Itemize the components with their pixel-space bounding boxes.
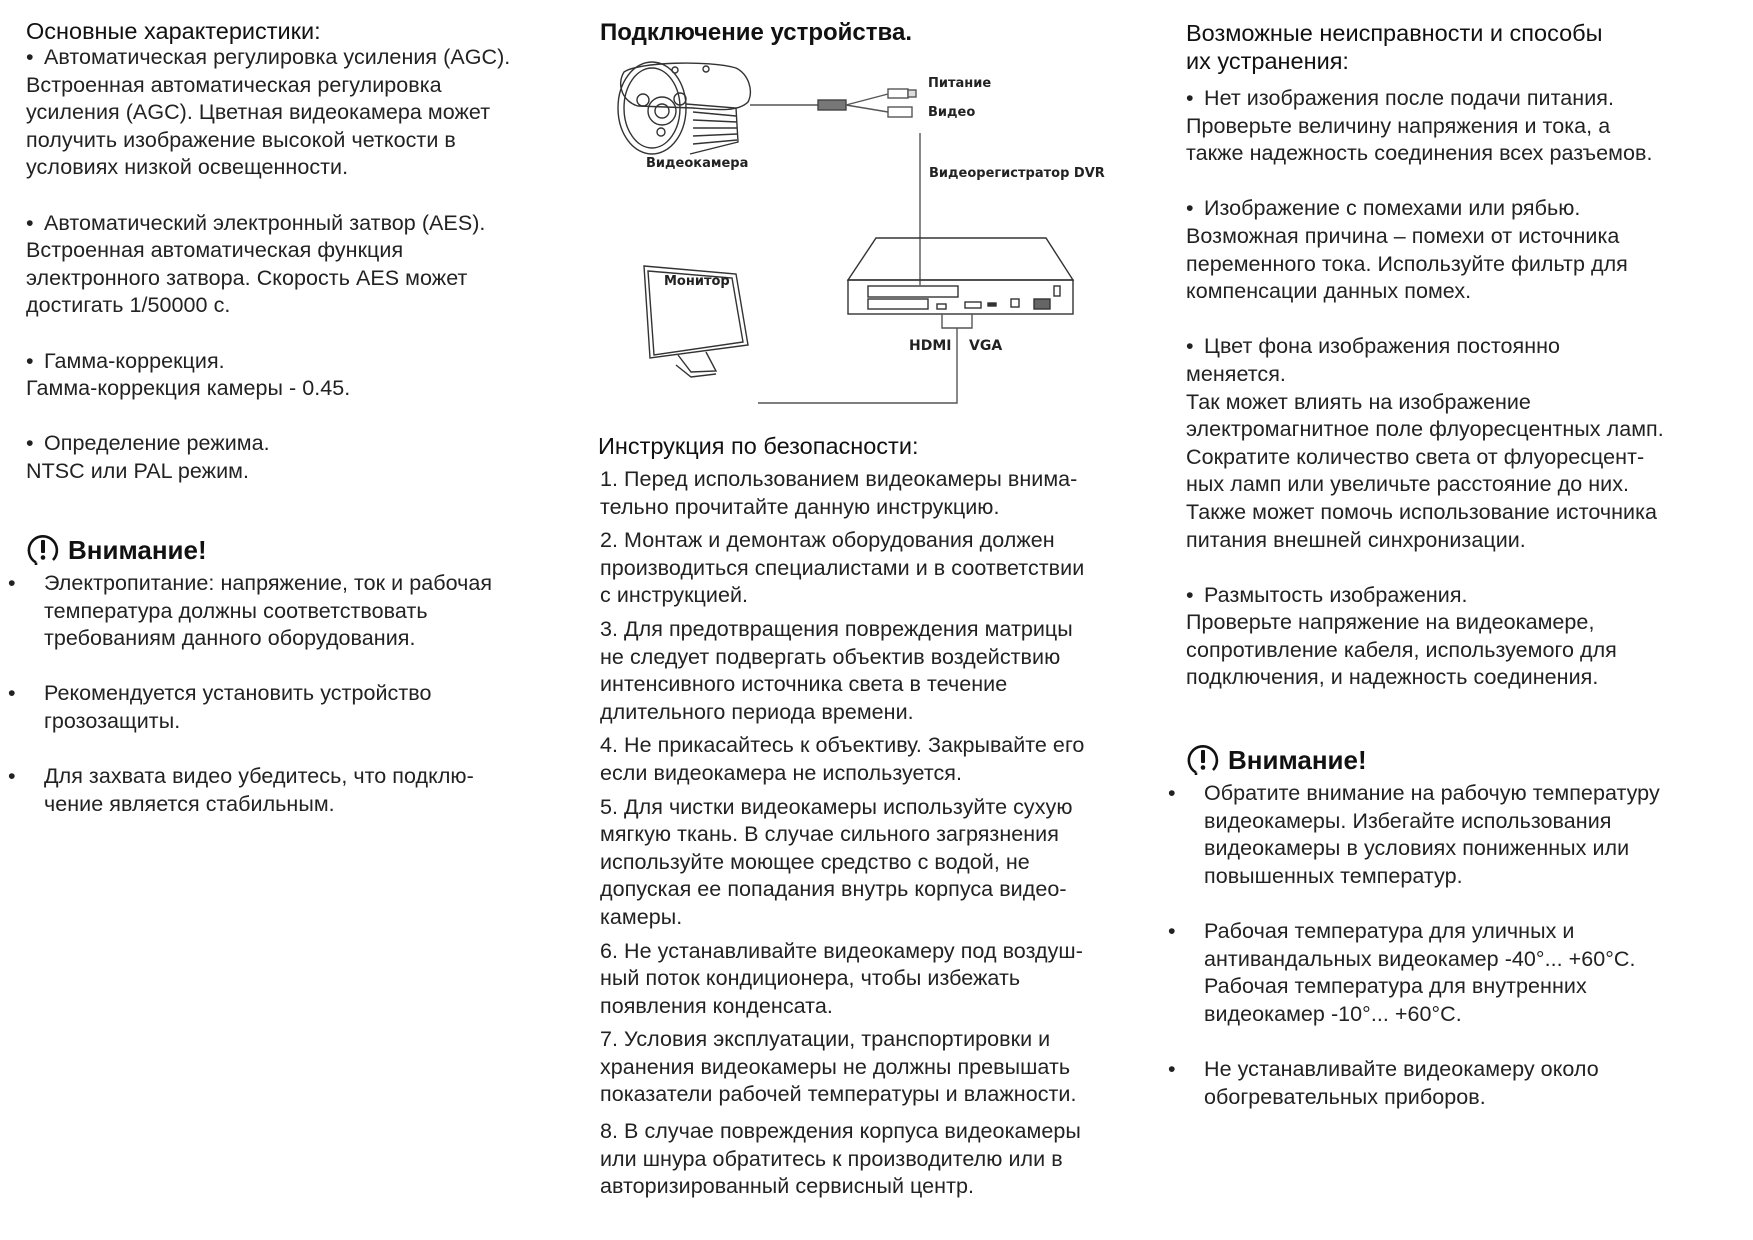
label-hdmi: HDMI bbox=[909, 338, 952, 354]
label-power: Питание bbox=[928, 76, 992, 91]
label-video: Видео bbox=[928, 105, 976, 120]
warning-item: • Рабочая температура для уличных и антивандальных видеокамер -40°... +60°C. Рабочая температура для внутренних видеокамер -10°... +60°C. bbox=[1168, 918, 1636, 1026]
feature-line: Встроенная автоматическая регулировка bbox=[26, 72, 442, 97]
feature-line: условиях низкой освещенности. bbox=[26, 155, 349, 180]
bullet-icon: • bbox=[1186, 196, 1194, 221]
feature-title: • Определение режима. bbox=[26, 430, 586, 458]
warning-item: • Обратите внимание на рабочую температуру видеокамеры. Избегайте использования видеокамеры в условиях пониженных или повышенных температур. bbox=[1168, 781, 1660, 888]
fault-item: • Размытость изображения. Проверьте напряжение на видеокамере, сопротивление кабеля, используемого для подключения, и надежность соединения. bbox=[1186, 582, 1617, 690]
feature-title: • Автоматический электронный затвор (AES). bbox=[26, 210, 586, 238]
safety-item: 4. Не прикасайтесь к объективу. Закрывайте его если видеокамера не используется. bbox=[600, 733, 1085, 785]
label-camera: Видеокамера bbox=[646, 156, 749, 171]
warning-item: • Рекомендуется установить устройство грозозащиты. bbox=[8, 681, 432, 733]
troubleshooting-heading: Возможные неисправности и способы их устранения: bbox=[1186, 20, 1603, 74]
bullet-icon: • bbox=[1186, 334, 1194, 359]
feature-line: NTSC или PAL режим. bbox=[26, 458, 250, 483]
bullet-icon: • bbox=[1186, 86, 1194, 110]
label-dvr: Видеорегистратор DVR bbox=[929, 166, 1105, 181]
fault-item: • Цвет фона изображения постоянно меняется. Так может влиять на изображение электромагнитное поле флуоресцентных ламп. Сократите количество света от флуоресцент- ных ламп или увеличьте расстояние до них. Также может помочь использование источника питания внешней синхронизации. bbox=[1186, 334, 1664, 552]
bullet-icon: • bbox=[1186, 582, 1194, 607]
bullet-icon: • bbox=[26, 45, 34, 69]
safety-item: 1. Перед использованием видеокамеры внима- тельно прочитайте данную инструкцию. bbox=[600, 467, 1078, 519]
camera-illustration bbox=[618, 62, 750, 154]
bullet-icon: • bbox=[1168, 781, 1176, 805]
connection-diagram bbox=[598, 50, 1178, 430]
feature-line: электронного затвора. Скорость AES может bbox=[26, 265, 468, 290]
exclamation-circle-icon bbox=[26, 533, 60, 567]
feature-mode bbox=[26, 430, 586, 485]
dvr-bnc-ports bbox=[868, 286, 958, 309]
warning-list-right bbox=[1168, 780, 1753, 1111]
feature-line: Встроенная автоматическая функция bbox=[26, 238, 404, 263]
warning-item: • Для захвата видео убедитесь, что подклю- чение является стабильным. bbox=[8, 764, 474, 816]
safety-item: 2. Монтаж и демонтаж оборудования должен производиться специалистами и в соответствии с инструкцией. bbox=[600, 528, 1085, 608]
safety-item: 5. Для чистки видеокамеры используйте сухую мягкую ткань. В случае сильного загрязнения используйте моющее средство с водой, не допуская ее попадания внутрь корпуса видео- камеры. bbox=[600, 794, 1073, 929]
bullet-icon: • bbox=[1168, 1056, 1176, 1081]
bullet-icon: • bbox=[1168, 918, 1176, 943]
feature-line: достигать 1/50000 с. bbox=[26, 293, 231, 318]
faults-list bbox=[1186, 85, 1753, 692]
label-vga: VGA bbox=[969, 338, 1003, 354]
camera-cable bbox=[750, 89, 916, 117]
fault-item: • Изображение с помехами или рябью. Возможная причина – помехи от источника переменного тока. Используйте фильтр для компенсации данных помех. bbox=[1186, 196, 1628, 304]
safety-item: 7. Условия эксплуатации, транспортировки и хранения видеокамеры не должны превышать показатели рабочей температуры и влажности. bbox=[600, 1027, 1077, 1107]
monitor-cable bbox=[758, 314, 972, 403]
bullet-icon: • bbox=[26, 348, 34, 373]
fault-item: • Нет изображения после подачи питания. Проверьте величину напряжения и тока, а также надежность соединения всех разъемов. bbox=[1186, 86, 1653, 166]
exclamation-circle-icon bbox=[1186, 743, 1220, 777]
feature-gamma bbox=[26, 348, 586, 403]
bullet-icon: • bbox=[26, 210, 34, 235]
feature-agc bbox=[26, 44, 586, 182]
warning-heading: Внимание! bbox=[26, 533, 207, 567]
label-monitor: Монитор bbox=[664, 274, 730, 289]
safety-heading: Инструкция по безопасности: bbox=[598, 433, 919, 459]
warning-heading-right: Внимание! bbox=[1186, 743, 1367, 777]
safety-list bbox=[600, 466, 1170, 1207]
warning-item: • Электропитание: напряжение, ток и рабочая температура должны соответствовать требованиям данного оборудования. bbox=[8, 571, 493, 651]
safety-item: 6. Не устанавливайте видеокамеру под воздуш- ный поток кондиционера, чтобы избежать появления конденсата. bbox=[600, 938, 1083, 1018]
feature-title: • Гамма-коррекция. bbox=[26, 348, 586, 376]
dvr-illustration bbox=[848, 238, 1073, 314]
feature-title: • Автоматическая регулировка усиления (AGC). bbox=[26, 44, 586, 72]
safety-item: 8. В случае повреждения корпуса видеокамеры или шнура обратитесь к производителю или в авторизированный сервисный центр. bbox=[600, 1119, 1081, 1199]
bullet-icon: • bbox=[8, 764, 16, 789]
main-features-heading: Основные характеристики: bbox=[26, 18, 321, 44]
safety-item: 3. Для предотвращения повреждения матрицы не следует подвергать объектив воздействию интенсивного источника света в течение длительного периода времени. bbox=[600, 616, 1073, 724]
feature-line: получить изображение высокой четкости в bbox=[26, 127, 456, 152]
warning-item: • Не устанавливайте видеокамеру около обогревательных приборов. bbox=[1168, 1056, 1599, 1109]
feature-line: усиления (AGC). Цветная видеокамера может bbox=[26, 100, 491, 125]
warning-list bbox=[8, 570, 586, 818]
bullet-icon: • bbox=[26, 431, 34, 456]
bullet-icon: • bbox=[8, 681, 16, 706]
connection-heading: Подключение устройства. bbox=[600, 19, 912, 46]
features-list bbox=[26, 44, 586, 486]
bullet-icon: • bbox=[8, 571, 16, 595]
feature-aes bbox=[26, 210, 586, 320]
feature-line: Гамма-коррекция камеры - 0.45. bbox=[26, 376, 351, 401]
